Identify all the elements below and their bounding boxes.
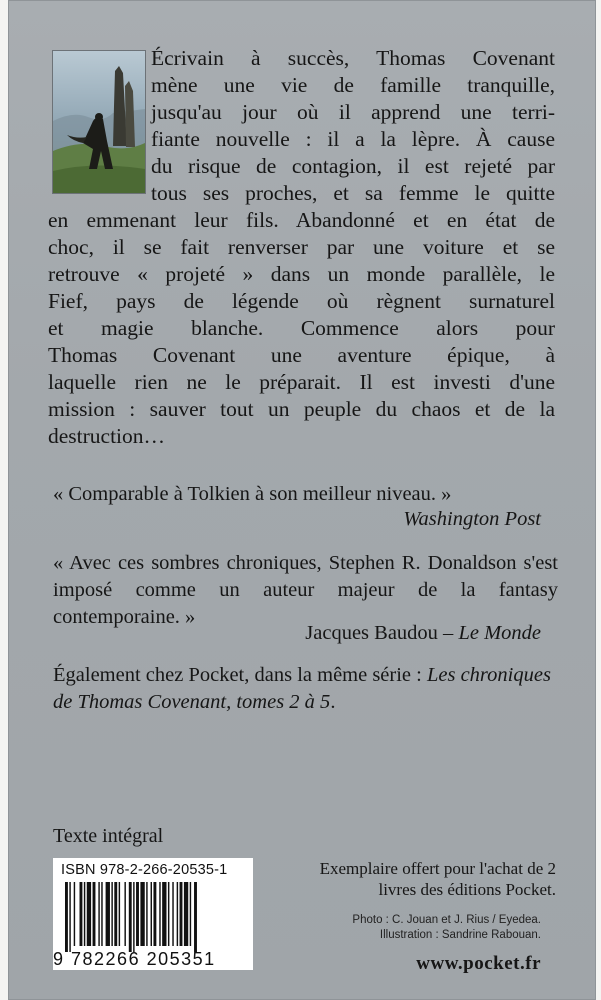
- barcode-bar: [168, 882, 169, 946]
- barcode-bar: [151, 882, 152, 946]
- barcode-bar: [194, 882, 197, 952]
- illustration-credit: Illustration : Sandrine Rabouan.: [379, 929, 541, 941]
- barcode-bar: [80, 882, 83, 946]
- synopsis-line: jusqu'au jour où il apprend une terri-: [151, 100, 555, 124]
- barcode-bar: [177, 882, 178, 946]
- offer-text: Exemplaire offert pour l'achat de 2 livres des éditions Pocket.: [319, 859, 556, 899]
- barcode-bar: [133, 882, 134, 952]
- synopsis-line: choc, il se fait renverser par une voiture et se: [48, 235, 555, 259]
- barcode-bar: [184, 882, 188, 946]
- review-source-2: [305, 622, 541, 645]
- review-author: Jacques Baudou –: [305, 622, 459, 644]
- series-note-text: Également chez Pocket, dans la même série :: [53, 664, 427, 686]
- synopsis-line: laquelle rien ne le préparait. Il est investi d'une: [48, 370, 555, 394]
- barcode-bar: [146, 882, 147, 946]
- synopsis-continuation: [48, 207, 555, 450]
- barcode-bar: [98, 882, 99, 946]
- barcode-bar: [69, 882, 70, 952]
- review-publication: Le Monde: [458, 622, 541, 644]
- synopsis-line: en emmenant leur fils. Abandonné et en état de: [48, 208, 555, 232]
- review-source-1: Washington Post: [403, 508, 541, 530]
- barcode-bar: [84, 882, 85, 946]
- barcode-bar: [136, 882, 139, 946]
- barcode-bar: [93, 882, 96, 946]
- synopsis-line: mène une vie de famille tranquille,: [151, 73, 555, 97]
- barcode-bar: [129, 882, 132, 952]
- synopsis-line: et magie blanche. Commence alors pour: [48, 316, 555, 340]
- barcode-bar: [114, 882, 117, 946]
- barcode-digits: 9 782266 205351: [53, 949, 216, 969]
- barcode-bar: [124, 882, 125, 946]
- barcode-bar: [140, 882, 144, 946]
- barcode-bar: [119, 882, 120, 946]
- barcode-bar: [172, 882, 173, 946]
- barcode-bar: [162, 882, 166, 946]
- photo-credit: Photo : C. Jouan et J. Rius / Eyedea.: [352, 914, 541, 926]
- barcode: [65, 882, 249, 952]
- cover-illustration-thumbnail: [52, 50, 146, 194]
- synopsis-line: tous ses proches, et sa femme le quitte: [151, 181, 555, 205]
- barcode-bar: [87, 882, 91, 946]
- barcode-bar: [180, 882, 183, 946]
- barcode-bar: [101, 882, 102, 946]
- barcode-bar: [190, 882, 191, 946]
- review-quote-2: « Avec ces sombres chroniques, Stephen R. Donaldson s'est imposé comme un auteur majeur de la fantasy contemporaine. »: [53, 552, 558, 628]
- series-note-end: .: [330, 691, 336, 713]
- barcode-block: [53, 858, 253, 970]
- synopsis-line: du risque de contagion, il est rejeté par: [151, 154, 555, 178]
- isbn-label: ISBN 978-2-266-20535-1: [61, 862, 228, 878]
- website-url: www.pocket.fr: [416, 953, 541, 974]
- integral-text-label: Texte intégral: [53, 825, 164, 847]
- barcode-bar: [106, 882, 110, 946]
- credits: [352, 913, 541, 943]
- synopsis-line: mission : sauver tout un peuple du chaos et de la: [48, 397, 555, 421]
- barcode-bar: [74, 882, 75, 946]
- synopsis-line: destruction…: [48, 424, 166, 448]
- barcode-bar: [153, 882, 156, 946]
- synopsis-line: Écrivain à succès, Thomas Covenant: [151, 46, 555, 70]
- synopsis-line: fiante nouvelle : il a la lèpre. À cause: [151, 127, 555, 151]
- series-note: [53, 662, 558, 716]
- synopsis-line: Fief, pays de légende où règnent surnaturel: [48, 289, 555, 313]
- barcode-bar: [159, 882, 160, 946]
- back-cover: [8, 0, 596, 1000]
- synopsis: [48, 45, 555, 450]
- synopsis-line: Thomas Covenant une aventure épique, à: [48, 343, 555, 367]
- barcode-bar: [65, 882, 68, 952]
- series-titles: Les chroniques de Thomas Covenant, tomes 2 à 5: [53, 664, 551, 713]
- review-quote-1: « Comparable à Tolkien à son meilleur niveau. »: [53, 483, 452, 505]
- barcode-bar: [111, 882, 112, 946]
- synopsis-line: retrouve « projeté » dans un monde parallèle, le: [48, 262, 555, 286]
